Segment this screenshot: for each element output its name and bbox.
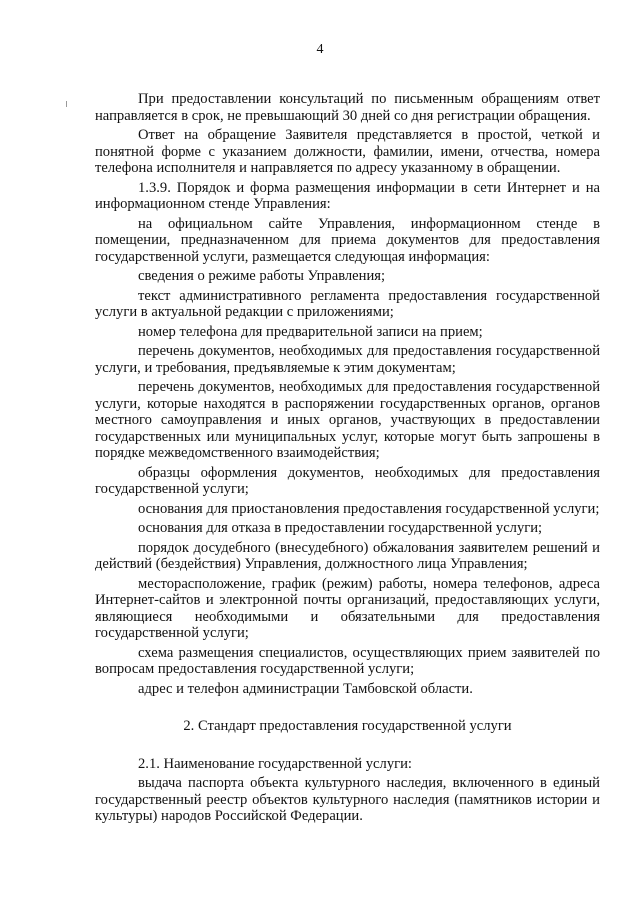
paragraph-1: При предоставлении консультаций по письменным обращениям ответ направляется в срок, не превышающий 30 дней со дня регистрации обращения.: [95, 91, 600, 124]
paragraph-4: на официальном сайте Управления, информационном стенде в помещении, предназначенном для приема документов для предоставления государственной услуги, размещается следующая информация:: [95, 215, 600, 265]
section-heading: 2. Стандарт предоставления государственной услуги: [183, 718, 512, 734]
paragraph-3: 1.3.9. Порядок и форма размещения информации в сети Интернет и на информационном стенде Управления:: [95, 179, 600, 212]
paragraph-11: основания для приостановления предоставления государственной услуги;: [138, 500, 600, 517]
paragraph-13: порядок досудебного (внесудебного) обжалования заявителем решений и действий (бездействия) Управления, должностного лица Управления;: [95, 539, 600, 572]
document-body: [95, 91, 600, 828]
paragraph-5: сведения о режиме работы Управления;: [138, 268, 386, 284]
section-paragraph-1: 2.1. Наименование государственной услуги:: [138, 755, 412, 772]
page-number: 4: [316, 42, 324, 57]
paragraph-2: Ответ на обращение Заявителя представляется в простой, четкой и понятной форме с указанием должности, фамилии, имени, отчества, номера телефона исполнителя и направляется по адресу указанному в обращении.: [95, 127, 600, 176]
paragraph-9: перечень документов, необходимых для предоставления государственной услуги, которые находятся в распоряжении государственных органов, органов местного самоуправления и иных органов, участвующих в предоставлении государственных или муниципальных услуг, которые могут быть запрошены в порядке межведомственного взаимодействия;: [95, 379, 600, 461]
paragraph-16: адрес и телефон администрации Тамбовской области.: [138, 680, 473, 697]
paragraph-8: перечень документов, необходимых для предоставления государственной услуги, и требования, предъявляемые к этим документам;: [95, 343, 600, 376]
paragraph-10: образцы оформления документов, необходимых для предоставления государственной услуги;: [95, 464, 600, 497]
paragraph-15: схема размещения специалистов, осуществляющих прием заявителей по вопросам предоставления государственной услуги;: [95, 644, 600, 677]
margin-mark: [66, 101, 67, 107]
section-paragraph-2: выдача паспорта объекта культурного наследия, включенного в единый государственный реестр объектов культурного наследия (памятников истории и культуры) народов Российской Федерации.: [95, 775, 600, 824]
paragraph-12: основания для отказа в предоставлении государственной услуги;: [138, 520, 543, 536]
paragraph-7: номер телефона для предварительной записи на прием;: [138, 323, 483, 340]
paragraph-6: текст административного регламента предоставления государственной услуги в актуальной редакции с приложениями;: [95, 287, 600, 320]
paragraph-14: месторасположение, график (режим) работы, номера телефонов, адреса Интернет-сайтов и электронной почты организаций, предоставляющих услуги, являющиеся необходимыми и обязательными для предоставления государственной услуги;: [95, 575, 600, 641]
